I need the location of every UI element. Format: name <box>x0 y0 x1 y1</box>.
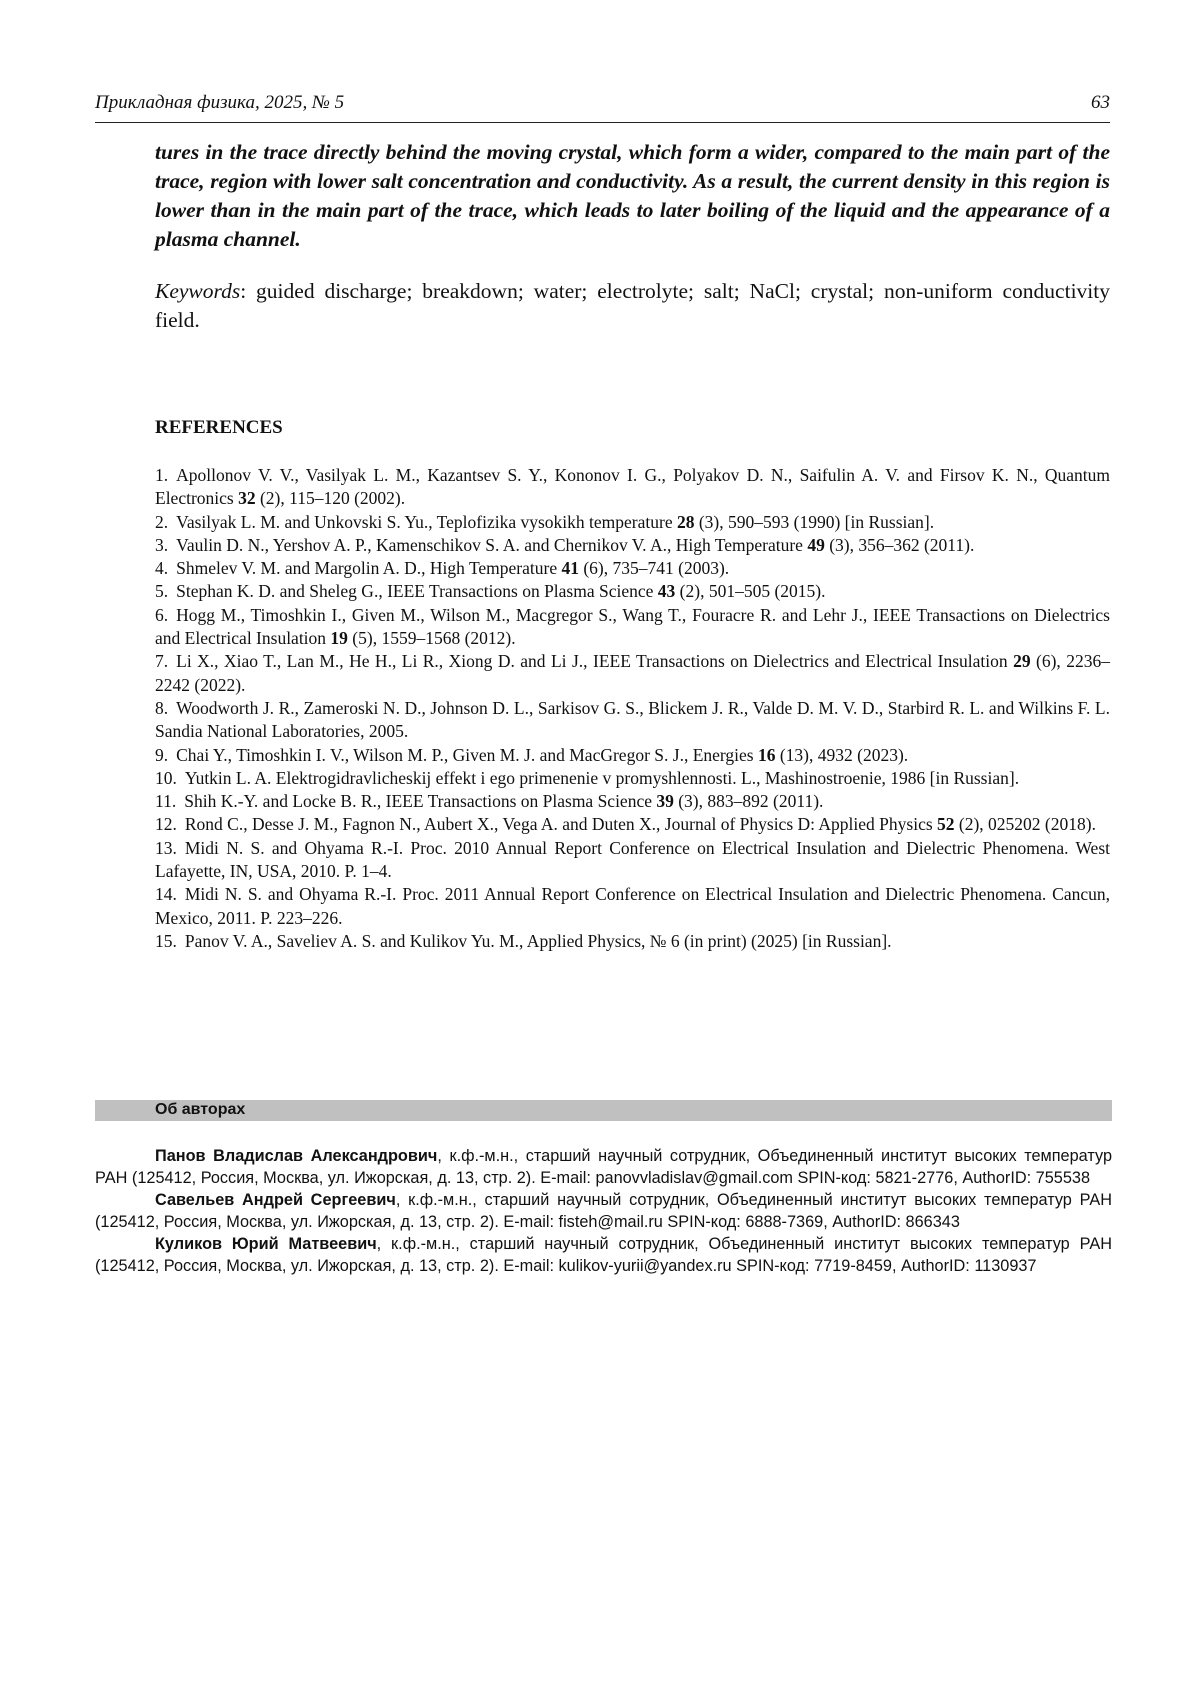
reference-number: 11. <box>155 791 176 811</box>
reference-item <box>155 697 1110 744</box>
reference-number: 3. <box>155 535 168 555</box>
reference-tail: (3), 883–892 (2011). <box>674 791 824 811</box>
reference-text: Rond C., Desse J. M., Fagnon N., Aubert X., Vega A. and Duten X., Journal of Physics D: Applied Physics <box>185 814 937 834</box>
reference-text: Midi N. S. and Ohyama R.-I. Proc. 2011 Annual Report Conference on Electrical Insulation and Dielectric Phenomena. Cancun, Mexico, 2011. P. 223–226. <box>155 884 1110 927</box>
reference-text: Yutkin L. A. Elektrogidravlicheskij effekt i ego primenenie v promyshlennosti. L., Mashinostroenie, 1986 [in Russian]. <box>185 768 1019 788</box>
reference-volume: 52 <box>937 814 955 834</box>
authors-section-bar <box>95 1100 1112 1121</box>
references-list <box>155 464 1110 953</box>
reference-text: Stephan K. D. and Sheleg G., IEEE Transactions on Plasma Science <box>176 581 658 601</box>
reference-tail: (6), 2236–2242 (2022). <box>155 651 1110 694</box>
authors-list <box>95 1145 1112 1277</box>
reference-tail: (2), 025202 (2018). <box>955 814 1096 834</box>
reference-volume: 39 <box>656 791 674 811</box>
reference-item <box>155 790 1110 813</box>
reference-item <box>155 767 1110 790</box>
references-heading: REFERENCES <box>155 417 283 439</box>
reference-volume: 16 <box>758 745 776 765</box>
reference-item <box>155 744 1110 767</box>
running-header <box>95 92 1110 123</box>
reference-item <box>155 650 1110 697</box>
reference-item <box>155 511 1110 534</box>
author-name: Куликов Юрий Матвеевич <box>155 1235 377 1253</box>
reference-text: Panov V. A., Saveliev A. S. and Kulikov Yu. M., Applied Physics, № 6 (in print) (2025) [in Russian]. <box>185 931 892 951</box>
reference-item <box>155 580 1110 603</box>
reference-number: 15. <box>155 931 177 951</box>
reference-tail: (3), 356–362 (2011). <box>825 535 975 555</box>
reference-item <box>155 883 1110 930</box>
reference-number: 9. <box>155 745 168 765</box>
reference-tail: (13), 4932 (2023). <box>775 745 908 765</box>
reference-number: 12. <box>155 814 177 834</box>
author-details: , к.ф.-м.н., старший научный сотрудник, Объединенный институт высоких температур РАН (125412, Россия, Москва, ул. Ижорская, д. 13, стр. 2). E-mail: panovvladislav@gmail.com SPIN-код: 5821-2776, AuthorID: 755538 <box>95 1147 1112 1187</box>
reference-volume: 28 <box>677 512 695 532</box>
reference-volume: 19 <box>330 628 348 648</box>
reference-number: 6. <box>155 605 168 625</box>
reference-text: Chai Y., Timoshkin I. V., Wilson M. P., Given M. J. and MacGregor S. J., Energies <box>176 745 758 765</box>
reference-text: Vaulin D. N., Yershov A. P., Kamenschikov S. A. and Chernikov V. A., High Temperature <box>176 535 807 555</box>
reference-tail: (2), 501–505 (2015). <box>675 581 825 601</box>
authors-section-title: Об авторах <box>155 1101 245 1119</box>
reference-item <box>155 837 1110 884</box>
abstract-text: tures in the trace directly behind the moving crystal, which form a wider, compared to the main part of the trace, region with lower salt concentration and conductivity. As a result, the current density in this region is lower than in the main part of the trace, which leads to later boiling of the liquid and the appearance of a plasma channel. <box>155 138 1110 254</box>
keywords-paragraph <box>155 277 1110 335</box>
reference-number: 1. <box>155 465 168 485</box>
reference-item <box>155 604 1110 651</box>
reference-number: 7. <box>155 651 168 671</box>
reference-tail: (3), 590–593 (1990) [in Russian]. <box>694 512 934 532</box>
reference-item <box>155 813 1110 836</box>
reference-tail: (6), 735–741 (2003). <box>579 558 729 578</box>
author-entry <box>95 1189 1112 1233</box>
author-name: Савельев Андрей Сергеевич <box>155 1191 396 1209</box>
reference-number: 8. <box>155 698 168 718</box>
reference-volume: 49 <box>807 535 825 555</box>
reference-text: Shmelev V. M. and Margolin A. D., High Temperature <box>176 558 561 578</box>
reference-volume: 43 <box>658 581 676 601</box>
reference-volume: 41 <box>561 558 579 578</box>
reference-number: 14. <box>155 884 177 904</box>
author-entry <box>95 1145 1112 1189</box>
reference-volume: 29 <box>1013 651 1031 671</box>
author-details: , к.ф.-м.н., старший научный сотрудник, Объединенный институт высоких температур РАН (125412, Россия, Москва, ул. Ижорская, д. 13, стр. 2). E-mail: fisteh@mail.ru SPIN-код: 6888-7369, AuthorID: 866343 <box>95 1191 1112 1231</box>
reference-item <box>155 534 1110 557</box>
reference-number: 13. <box>155 838 177 858</box>
journal-title: Прикладная физика, 2025, № 5 <box>95 92 344 114</box>
reference-text: Shih K.-Y. and Locke B. R., IEEE Transactions on Plasma Science <box>184 791 656 811</box>
reference-volume: 32 <box>238 488 256 508</box>
reference-number: 2. <box>155 512 168 532</box>
reference-number: 4. <box>155 558 168 578</box>
author-name: Панов Владислав Александрович <box>155 1147 437 1165</box>
reference-number: 5. <box>155 581 168 601</box>
author-details: , к.ф.-м.н., старший научный сотрудник, Объединенный институт высоких температур РАН (125412, Россия, Москва, ул. Ижорская, д. 13, стр. 2). E-mail: kulikov-yurii@yandex.ru SPIN-код: 7719-8459, AuthorID: 1130937 <box>95 1235 1112 1275</box>
reference-text: Li X., Xiao T., Lan M., He H., Li R., Xiong D. and Li J., IEEE Transactions on Dielectrics and Electrical Insulation <box>176 651 1013 671</box>
reference-tail: (5), 1559–1568 (2012). <box>348 628 516 648</box>
page-number: 63 <box>1091 92 1110 114</box>
reference-text: Vasilyak L. M. and Unkovski S. Yu., Teplofizika vysokikh temperature <box>176 512 677 532</box>
reference-tail: (2), 115–120 (2002). <box>256 488 406 508</box>
reference-number: 10. <box>155 768 177 788</box>
keywords-label: Keywords <box>155 279 240 303</box>
reference-item <box>155 464 1110 511</box>
author-entry <box>95 1233 1112 1277</box>
keywords-text: : guided discharge; breakdown; water; electrolyte; salt; NaCl; crystal; non-uniform conductivity field. <box>155 279 1110 332</box>
reference-text: Hogg M., Timoshkin I., Given M., Wilson M., Macgregor S., Wang T., Fouracre R. and Lehr J., IEEE Transactions on Dielectrics and Electrical Insulation <box>155 605 1110 648</box>
reference-item <box>155 930 1110 953</box>
reference-text: Midi N. S. and Ohyama R.-I. Proc. 2010 Annual Report Conference on Electrical Insulation and Dielectric Phenomena. West Lafayette, IN, USA, 2010. P. 1–4. <box>155 838 1110 881</box>
reference-text: Woodworth J. R., Zameroski N. D., Johnson D. L., Sarkisov G. S., Blickem J. R., Valde D. M. V. D., Starbird R. L. and Wilkins F. L. Sandia National Laboratories, 2005. <box>155 698 1110 741</box>
reference-item <box>155 557 1110 580</box>
reference-text: Apollonov V. V., Vasilyak L. M., Kazantsev S. Y., Kononov I. G., Polyakov D. N., Saifulin A. V. and Firsov K. N., Quantum Electronics <box>155 465 1110 508</box>
